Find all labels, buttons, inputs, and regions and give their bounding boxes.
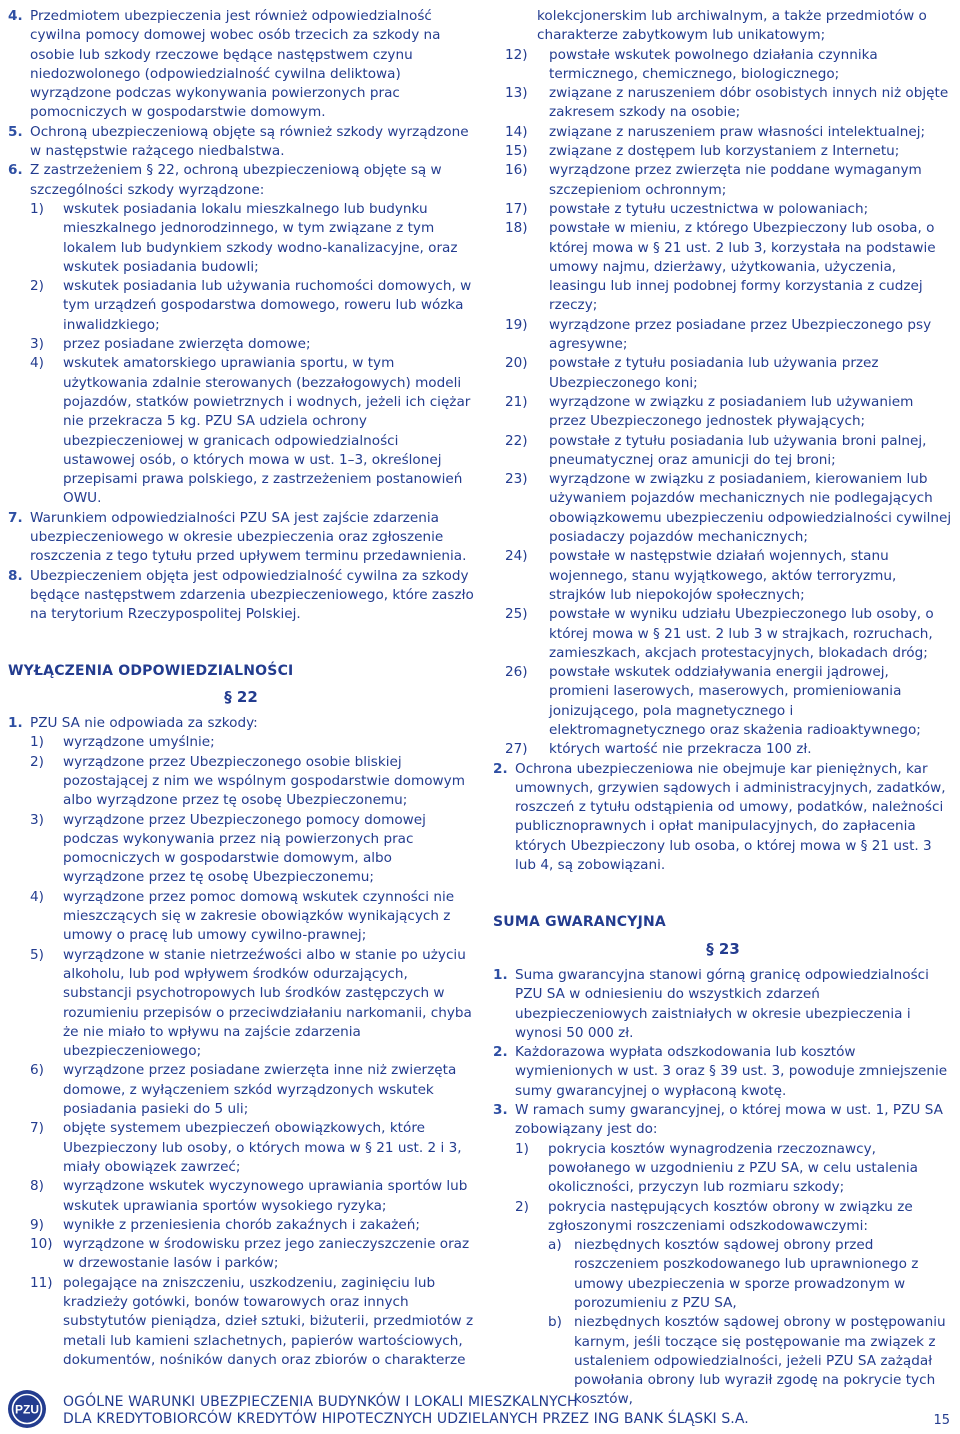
list-item-text: objęte systemem ubezpieczeń obowiązkowych, które Ubezpieczony lub osoby, o których mowa w § 21 ust. 2 i 3, miały obowiązek zawrzeć; [63,1120,462,1175]
list-item [505,46,953,85]
footer-title [63,1394,749,1428]
exclusions-list-continued [505,46,953,760]
list-item-text: wynikłe z przeniesienia chorób zakaźnych i zakażeń; [63,1216,420,1233]
point-number: 1. [8,715,23,732]
list-item-text: wyrządzone przez pomoc domową wskutek czynności nie mieszczących się w zakresie obowiązków wynikających z umowy o pracę lub umowy cywilno-prawnej; [63,888,455,944]
list-item-number: 7) [30,1120,44,1137]
list-item [30,753,474,811]
list-item-text: powstałe w następstwie działań wojennych, stanu wojennego, stanu wyjątkowego, aktów terroryzmu, strajków lub niepokojów społecznych; [549,548,897,603]
list-item [30,1274,474,1370]
heading-sum-guarantee: SUMA GWARANCYJNA [493,914,666,931]
sum-point-2 [493,1043,953,1101]
section-point-5 [8,123,474,162]
exclusion-point-1 [8,714,474,1370]
point-text: Ochrona ubezpieczeniowa nie obejmuje kar pieniężnych, kar umownych, grzywien sądowych i administracyjnych, zadatków, roszczeń z tytułu odstąpienia od umowy, podatków, należności publicznoprawnych i opłat manipulacyjnych, do zapłacenia których Ubezpieczony lub osoba, o której mowa w § 21 ust. 3 lub 4, są zobowiązani. [515,760,946,874]
list-item-text: wyrządzone w związku z posiadaniem lub używaniem przez Ubezpieczonego jednostek pływających; [549,393,914,430]
list-item [505,740,953,759]
list-item-number: 2) [30,753,44,770]
list-item-number: 10) [30,1236,53,1253]
list-item-number: 1) [515,1140,529,1157]
list-item [505,547,953,605]
point-number: 2. [493,1044,508,1061]
list-item [30,1177,474,1216]
list-item-text: wyrządzone przez Ubezpieczonego osobie bliskiej pozostającej z nim we wspólnym gospodarstwie domowym albo wyrządzone przez tę osobę Ubezpieczonemu; [63,753,465,809]
list-item [505,393,953,432]
list-item-text: pokrycia kosztów wynagrodzenia rzeczoznawcy, powołanego w uzgodnieniu z PZU SA, w celu ustalenia okoliczności, przyczyn lub rozmiaru szkody; [548,1140,918,1196]
sub-list-item [548,1236,953,1313]
list-item-number: 3) [30,336,44,353]
list-item-number: 19) [505,316,528,333]
heading-exclusions: WYŁĄCZENIA ODPOWIEDZIALNOŚCI [8,662,294,679]
list-item-number: 20) [505,355,528,372]
point-text: Suma gwarancyjna stanowi górną granicę odpowiedzialności PZU SA w odniesieniu do wszystkich zdarzeń ubezpieczeniowych zaistniałych w okresie ubezpieczenia i wynosi 50 000 zł. [515,966,929,1041]
list-item-text: których wartość nie przekracza 100 zł. [549,741,812,758]
list-item-text: wyrządzone przez posiadane przez Ubezpieczonego psy agresywne; [549,316,932,353]
pzu-logo-icon [7,1389,47,1429]
list-item-number: 5) [30,946,44,963]
list-item-number: 21) [505,393,528,410]
sub-list-item-letter: b) [548,1314,562,1331]
list-item-number: 9) [30,1216,44,1233]
list-item [505,354,953,393]
list-item [30,1216,474,1235]
list-item [505,663,953,740]
point-text: Warunkiem odpowiedzialności PZU SA jest zajście zdarzenia ubezpieczeniowego w okresie ubezpieczenia oraz zgłoszenie roszczenia z tego tytułu przed upływem terminu przedawnienia. [30,509,467,565]
footer-line-1: OGÓLNE WARUNKI UBEZPIECZENIA BUDYNKÓW I LOKALI MIESZKALNYCH [63,1394,578,1410]
list-item-number: 23) [505,471,528,488]
list-item-text: powstałe z tytułu posiadania lub używania broni palnej, pneumatycznej oraz amunicji do tej broni; [549,432,927,468]
point-number: 4. [8,8,23,24]
list-item-number: 1) [30,734,44,751]
point-number: 5. [8,123,23,140]
list-item-number: 13) [505,85,528,102]
sub-list-item-letter: a) [548,1237,562,1254]
list-item-number: 22) [505,432,528,449]
point-6-list [30,200,474,509]
list-item-number: 1) [30,200,44,217]
section-point-4 [8,7,474,123]
list-item-number: 2) [30,278,44,295]
list-item-text: przez posiadane zwierzęta domowe; [63,336,311,353]
list-item-text: powstałe z tytułu posiadania lub używania przez Ubezpieczonego koni; [549,355,879,391]
list-item-number: 4) [30,888,44,905]
sum-point-3-list [515,1140,953,1410]
list-item [505,200,953,219]
list-item [505,161,953,200]
point-text: Przedmiotem ubezpieczenia jest również odpowiedzialność cywilna pomocy domowej wobec osób trzecich za szkody na osobie lub szkody rzeczowe będące następstwem czynu niedozwolonego (odpowiedzialność cywilna deliktowa) wyrządzone podczas wykonywania powierzonych prac pomocniczych w gospodarstwie domowym. [30,8,441,121]
list-item-number: 8) [30,1178,44,1195]
list-item-text: wskutek posiadania lub używania ruchomości domowych, w tym urządzeń gospodarstwa domowego, roweru lub wózka inwalidzkiego; [63,278,472,333]
list-item [30,277,474,335]
section-point-6 [8,161,474,508]
list-item [505,219,953,315]
list-item-number: 3) [30,811,44,828]
point-number: 2. [493,760,508,777]
list-item-number: 15) [505,143,528,160]
list-item [30,1119,474,1177]
list-item [505,605,953,663]
list-item [505,470,953,547]
exclusions-list [30,733,474,1370]
point-number: 1. [493,966,508,983]
list-item-number: 6) [30,1062,44,1079]
list-item-number: 18) [505,220,528,237]
list-item-number: 14) [505,123,528,140]
list-item-text: związane z dostępem lub korzystaniem z Internetu; [549,143,900,160]
list-item-text: wyrządzone w stanie nietrzeźwości albo w stanie po użyciu alkoholu, lub pod wpływem środków odurzających, substancji psychotropowych lub środków zastępczych w rozumieniu przepisów o przeciwdziałaniu narkomanii, chyba że nie miało to wpływu na zajście zdarzenia ubezpieczeniowego; [63,946,472,1060]
right-column [493,7,953,1410]
list-item-text: związane z naruszeniem praw własności intelektualnej; [549,123,926,140]
list-item-text: wyrządzone przez Ubezpieczonego pomocy domowej podczas wykonywania przez nią powierzonych prac pomocniczych w gospodarstwie domowym, albo wyrządzone przez tę osobę Ubezpieczonemu; [63,811,426,886]
point-text: Każdorazowa wypłata odszkodowania lub kosztów wymienionych w ust. 3 oraz § 39 ust. 3, powoduje zmniejszenie sumy gwarancyjnej o wypłaconą kwotę. [515,1044,948,1099]
list-item [30,1061,474,1119]
list-item-continued [493,7,953,46]
point-text: PZU SA nie odpowiada za szkody: [30,715,258,732]
point-number: 3. [493,1102,508,1119]
point-text: Z zastrzeżeniem § 22, ochroną ubezpieczeniową objęte są w szczególności szkody wyrządzone: [30,162,442,198]
page-number: 15 [933,1413,950,1428]
list-item-number: 26) [505,664,528,681]
list-item [30,888,474,946]
point-text: W ramach sumy gwarancyjnej, o której mowa w ust. 1, PZU SA zobowiązany jest do: [515,1102,943,1138]
section-point-7 [8,509,474,567]
list-item-text: wyrządzone w związku z posiadaniem, kierowaniem lub używaniem pojazdów mechanicznych nie podlegających obowiązkowemu ubezpieczeniu odpowiedzialności cywilnej posiadaczy pojazdów mechanicznych; [549,471,952,546]
list-item-text: kolekcjonerskim lub archiwalnym, a także przedmiotów o charakterze zabytkowym lub unikatowym; [537,8,927,44]
sub-list-item-text: niezbędnych kosztów sądowej obrony przed roszczeniem poszkodowanego lub uprawnionego z umowy ubezpieczenia w sporze prowadzonym w porozumieniu z PZU SA, [574,1237,919,1311]
paragraph-sign-22: § 22 [224,687,258,706]
list-item-number: 12) [505,46,528,63]
list-item [30,811,474,888]
page-footer [0,1384,960,1434]
list-item [515,1140,953,1198]
list-item-number: 24) [505,548,528,565]
list-item-text: powstałe wskutek oddziaływania energii jądrowej, promieni laserowych, maserowych, promieniowania jonizującego, pola magnetycznego i elektromagnetycznego oraz skażenia radioaktywnego; [549,664,921,738]
list-item-text: powstałe w mieniu, z którego Ubezpieczony lub osoba, o której mowa w § 21 ust. 2 lub 3, korzystała na podstawie umowy najmu, dzierżawy, użytkowania, użyczenia, leasingu lub innej podobnej formy korzystania z cudzej rzeczy; [549,220,936,314]
sub-list-item-text: niezbędnych kosztów sądowej obrony w postępowaniu karnym, jeśli toczące się postępowanie ma związek z ustaleniem odpowiedzialności, jeżeli PZU SA zażądał powołania obrony lub wyraził zgodę na pokrycie tych kosztów, [574,1314,946,1408]
list-item-text: wyrządzone wskutek wyczynowego uprawiania sportów lub wskutek uprawiania sportów wysokiego ryzyka; [63,1178,468,1214]
point-text: Ubezpieczeniem objęta jest odpowiedzialność cywilna za szkody będące następstwem zdarzenia ubezpieczeniowego, które zaszło na terytorium Rzeczypospolitej Polskiej. [30,567,474,623]
list-item-text: wskutek posiadania lokalu mieszkalnego lub budynku mieszkalnego jednorodzinnego, w tym związane z tym lokalem lub budynkiem szkody wodno-kanalizacyjne, oraz wskutek posiadania budowli; [63,200,458,275]
list-item-text: związane z naruszeniem dóbr osobistych innych niż objęte zakresem szkody na osobie; [549,85,949,121]
paragraph-sign-23: § 23 [706,939,740,958]
exclusion-point-2 [493,760,953,876]
point-number: 7. [8,509,23,526]
list-item-text: wyrządzone przez posiadane zwierzęta inne niż zwierzęta domowe, z wyłączeniem szkód wyrządzonych wskutek posiadania pasieki do 5 uli; [63,1062,457,1118]
list-item [30,1235,474,1274]
list-item [505,432,953,471]
list-item [515,1198,953,1410]
sum-point-1 [493,966,953,1043]
list-item-text: powstałe w wyniku udziału Ubezpieczonego lub osoby, o której mowa w § 21 ust. 2 lub 3 w strajkach, rozruchach, zamieszkach, akcjach protestacyjnych, blokadach dróg; [549,606,934,661]
list-item-text: wyrządzone przez zwierzęta nie poddane wymaganym szczepieniom ochronnym; [549,162,922,198]
list-item-number: 2) [515,1198,529,1215]
list-item [505,84,953,123]
logo-text: PZU [15,1402,39,1417]
sum-point-3 [493,1101,953,1410]
list-item-number: 16) [505,162,528,179]
list-item-number: 25) [505,606,528,623]
list-item [30,335,474,354]
footer-line-2: DLA KREDYTOBIORCÓW KREDYTÓW HIPOTECZNYCH UDZIELANYCH PRZEZ ING BANK ŚLĄSKI S.A. [63,1411,749,1427]
list-item [30,354,474,508]
left-column [8,7,474,1370]
point-number: 8. [8,567,23,584]
list-item-number: 17) [505,200,528,217]
list-item-text: polegające na zniszczeniu, uszkodzeniu, zaginięciu lub kradzieży gotówki, bonów towarowych oraz innych substytutów pieniądza, dzieł sztuki, biżuterii, przedmiotów z metali lub kamieni szlachetnych, papierów wartościowych, dokumentów, nośników danych oraz zbiorów o charakterze [63,1274,474,1368]
list-item-text: powstałe wskutek powolnego działania czynnika termicznego, chemicznego, biologicznego; [549,46,878,82]
list-item [30,946,474,1062]
list-item-number: 27) [505,741,528,758]
list-item [505,123,953,142]
list-item-text: pokrycia następujących kosztów obrony w związku ze zgłoszonymi roszczeniami odszkodowawczymi: [548,1198,913,1234]
list-item [30,733,474,752]
list-item-number: 11) [30,1274,53,1291]
list-item-text: wyrządzone w środowisku przez jego zanieczyszczenie oraz w drzewostanie lasów i parków; [63,1236,470,1272]
list-item [30,200,474,277]
list-item-number: 4) [30,355,44,372]
list-item [505,316,953,355]
list-item-text: powstałe z tytułu uczestnictwa w polowaniach; [549,200,869,217]
section-point-8 [8,567,474,625]
point-text: Ochroną ubezpieczeniową objęte są również szkody wyrządzone w następstwie rażącego niedbalstwa. [30,123,469,160]
list-item [505,142,953,161]
list-item-text: wyrządzone umyślnie; [63,734,215,751]
list-item-text: wskutek amatorskiego uprawiania sportu, w tym użytkowania zdalnie sterowanych (bezzałogowych) modeli pojazdów, statków powietrznych i wodnych, jeżeli ich ciężar nie przekracza 5 kg. PZU SA udziela ochrony ubezpieczeniowej w granicach odpowiedzialności ustawowej osób, o których mowa w ust. 1–3, określonej przepisami prawa polskiego, z zastrzeżeniem postanowień OWU. [63,355,471,507]
point-number: 6. [8,162,23,179]
